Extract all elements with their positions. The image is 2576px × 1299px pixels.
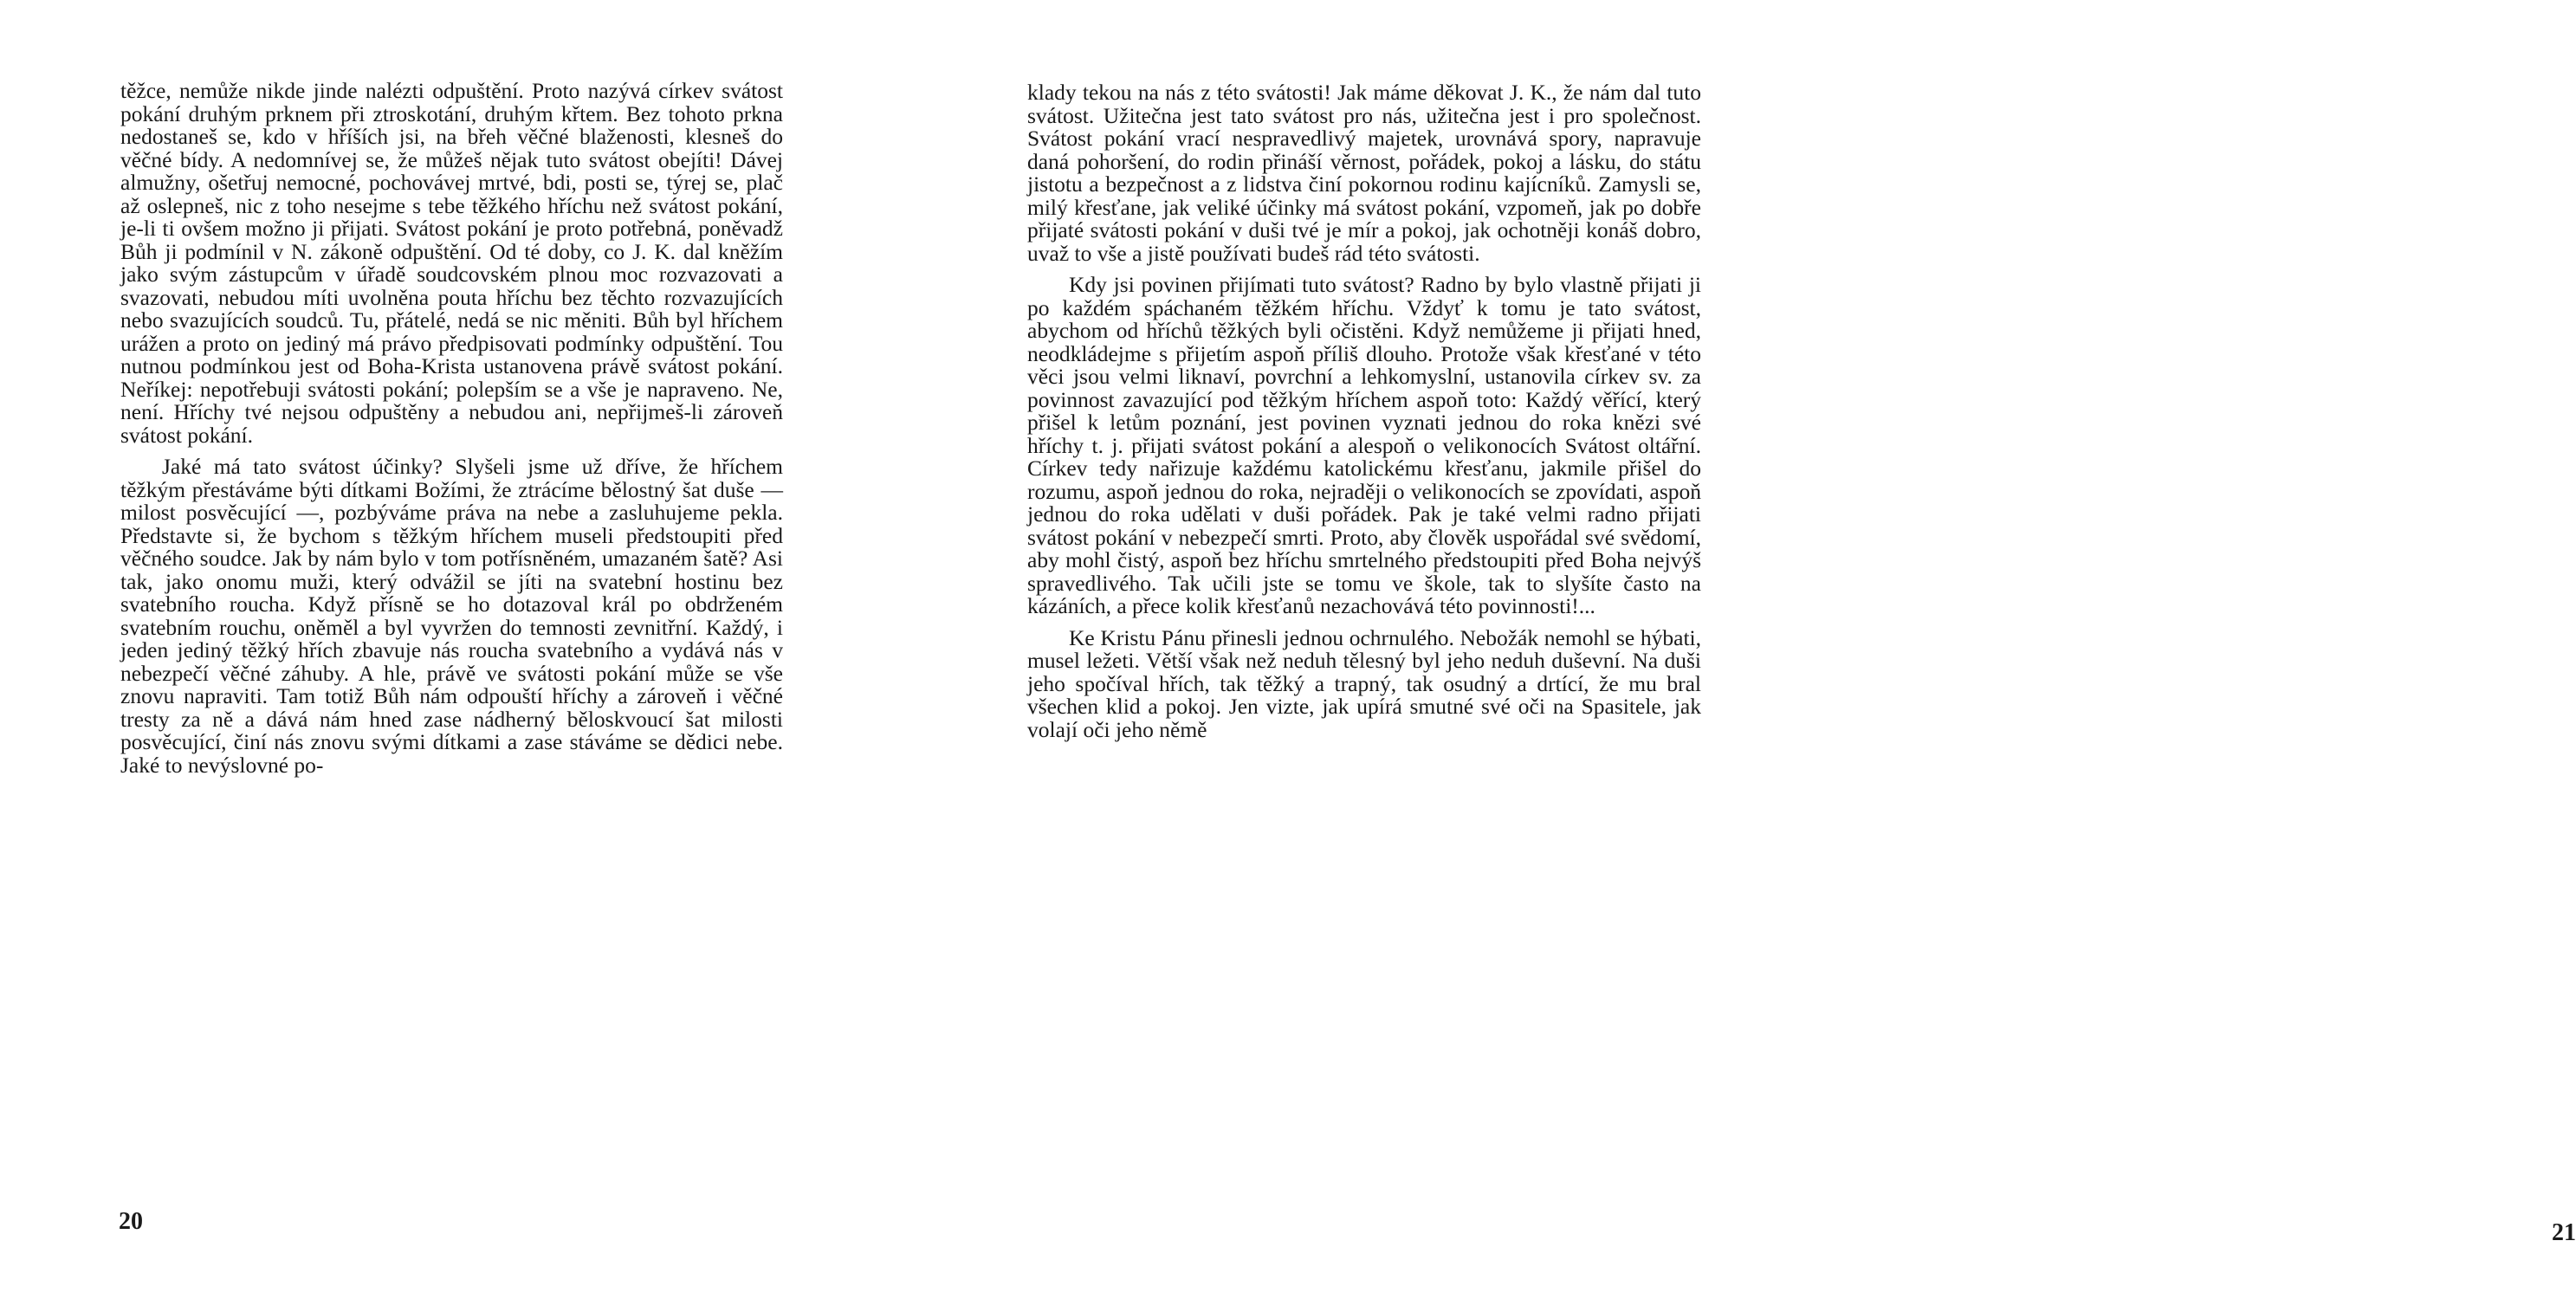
- right-paragraph-3: Ke Kristu Pánu přinesli jednou ochrnulého. Nebožák nemohl se hýbati, musel ležeti. Větší však než neduh tělesný byl jeho neduh duševní. Na duši jeho spočíval hřích, tak těžký a trapný, tak osudný a drtící, že mu bral všechen klid a pokoj. Jen vizte, jak upírá smutné své oči na Spasitele, jak volají oči jeho němě: [1027, 624, 1701, 742]
- right-paragraph-1: klady tekou na nás z této svátosti! Jak máme děkovat J. K., že nám dal tuto svátost. Užitečna jest tato svátost pro nás, užitečna jest i pro společnost. Svátost pokání vrací nespravedlivý majetek, urovnává spory, napravuje daná pohoršení, do rodin přináší věrnost, pořádek, pokoj a lásku, do státu jistotu a bezpečnost a z lidstva činí pokornou rodinu kajícníků. Zamysli se, milý křesťane, jak veliké účinky má svátost pokání, vzpomeň, jak po dobře přijaté svátosti pokání v duši tvé je mír a pokoj, jak ochotněji konáš dobro, uvaž to vše a jistě používati budeš rád této svátosti.: [1027, 80, 1701, 266]
- right-page-number: 21: [2552, 1219, 2576, 1246]
- left-page-number: 20: [119, 1208, 143, 1235]
- left-paragraph-2: Jaké má tato svátost účinky? Slyšeli jsme už dříve, že hříchem těžkým přestáváme býti dítkami Božími, že ztrácíme bělostný šat duše — milost posvěcující —, pozbýváme práva na nebe a zasluhujeme pekla. Představte si, že bychom s těžkým hříchem museli předstoupiti před věčného soudce. Jak by nám bylo v tom potřísněném, umazaném šatě? Asi tak, jako onomu muži, který odvážil se jíti na svatební hostinu bez svatebního roucha. Když přísně se ho dotazoval král po obdrženém svatebním rouchu, oněměl a byl vyvržen do temnosti zevnitřní. Každý, i jeden jediný těžký hřích zbavuje nás roucha svatebního a vydává nás v nebezpečí věčné záhuby. A hle, právě ve svátosti pokání může se vše znovu napraviti. Tam totiž Bůh nám odpouští hříchy a zároveň i věčné tresty za ně a dává nám hned zase nádherný běloskvoucí šat milosti posvěcující, činí nás znovu svými dítkami a zase stáváme se dědici nebe. Jaké to nevýslovné po-: [120, 454, 783, 778]
- right-text-column: [1027, 81, 1701, 750]
- left-paragraph-1: těžce, nemůže nikde jinde nalézti odpuštění. Proto nazývá církev svátost pokání druhým prknem při ztroskotání, druhým křtem. Bez tohoto prkna nedostaneš se, kdo v hříších jsi, na břeh věčné blaženosti, klesneš do věčné bídy. A nedomnívej se, že můžeš nějak tuto svátost obejíti! Dávej almužny, ošetřuj nemocné, pochovávej mrtvé, bdi, posti se, týrej se, plač až oslepneš, nic z toho nesejme s tebe těžkého hříchu než svátost pokání, je-li ti ovšem možno ji přijati. Svátost pokání je proto potřebná, poněvadž Bůh ji podmínil v N. zákoně odpuštění. Od té doby, co J. K. dal kněžím jako svým zástupcům v úřadě soudcovském plnou moc rozvazovati a svazovati, nebudou míti uvolněna pouta hříchu bez těchto rozvazujících nebo svazujících soudců. Tu, přátelé, nedá se nic měniti. Bůh byl hříchem urážen a proto on jediný má právo předpisovati podmínky odpuštění. Tou nutnou podmínkou jest od Boha-Krista ustanovena právě svátost pokání. Neříkej: nepotřebuji svátosti pokání; polepším se a vše je napraveno. Ne, není. Hříchy tvé nejsou odpuštěny a nebudou ani, nepřijmeš-li zároveň svátost pokání.: [120, 78, 783, 448]
- left-page: [0, 0, 891, 1299]
- right-paragraph-2: Kdy jsi povinen přijímati tuto svátost? Radno by bylo vlastně přijati ji po každém spáchaném těžkém hříchu. Vždyť k tomu je tato svátost, abychom od hříchů těžkých byli očistěni. Když nemůžeme ji přijati hned, neodkládejme s přijetím aspoň příliš dlouho. Protože však křesťané v této věci jsou velmi liknaví, povrchní a lehkomyslní, ustanovila církev sv. za povinnost zavazující pod těžkým hříchem aspoň toto: Každý věřící, který přišel k letům poznání, jest povinen vyznati jednou do roka knězi své hříchy t. j. přijati svátost pokání a alespoň o velikonocích Svátost oltářní. Církev tedy nařizuje každému katolickému křesťanu, jakmile přišel do rozumu, aspoň jednou do roka, nejraději o velikonocích se zpovídati, aspoň jednou do roka udělati v duši pořádek. Pak je také velmi radno přijati svátost pokání v nebezpečí smrti. Proto, aby člověk uspořádal své svědomí, aby mohl čistý, aspoň bez hříchu smrtelného předstoupiti před Boha nejvýš spravedlivého. Tak učili jste se tomu ve škole, tak to slyšíte často na kázáních, a přece kolik křesťanů nezachovává této povinnosti!...: [1027, 272, 1701, 618]
- right-page: [891, 0, 2576, 1299]
- left-text-column: [120, 80, 783, 785]
